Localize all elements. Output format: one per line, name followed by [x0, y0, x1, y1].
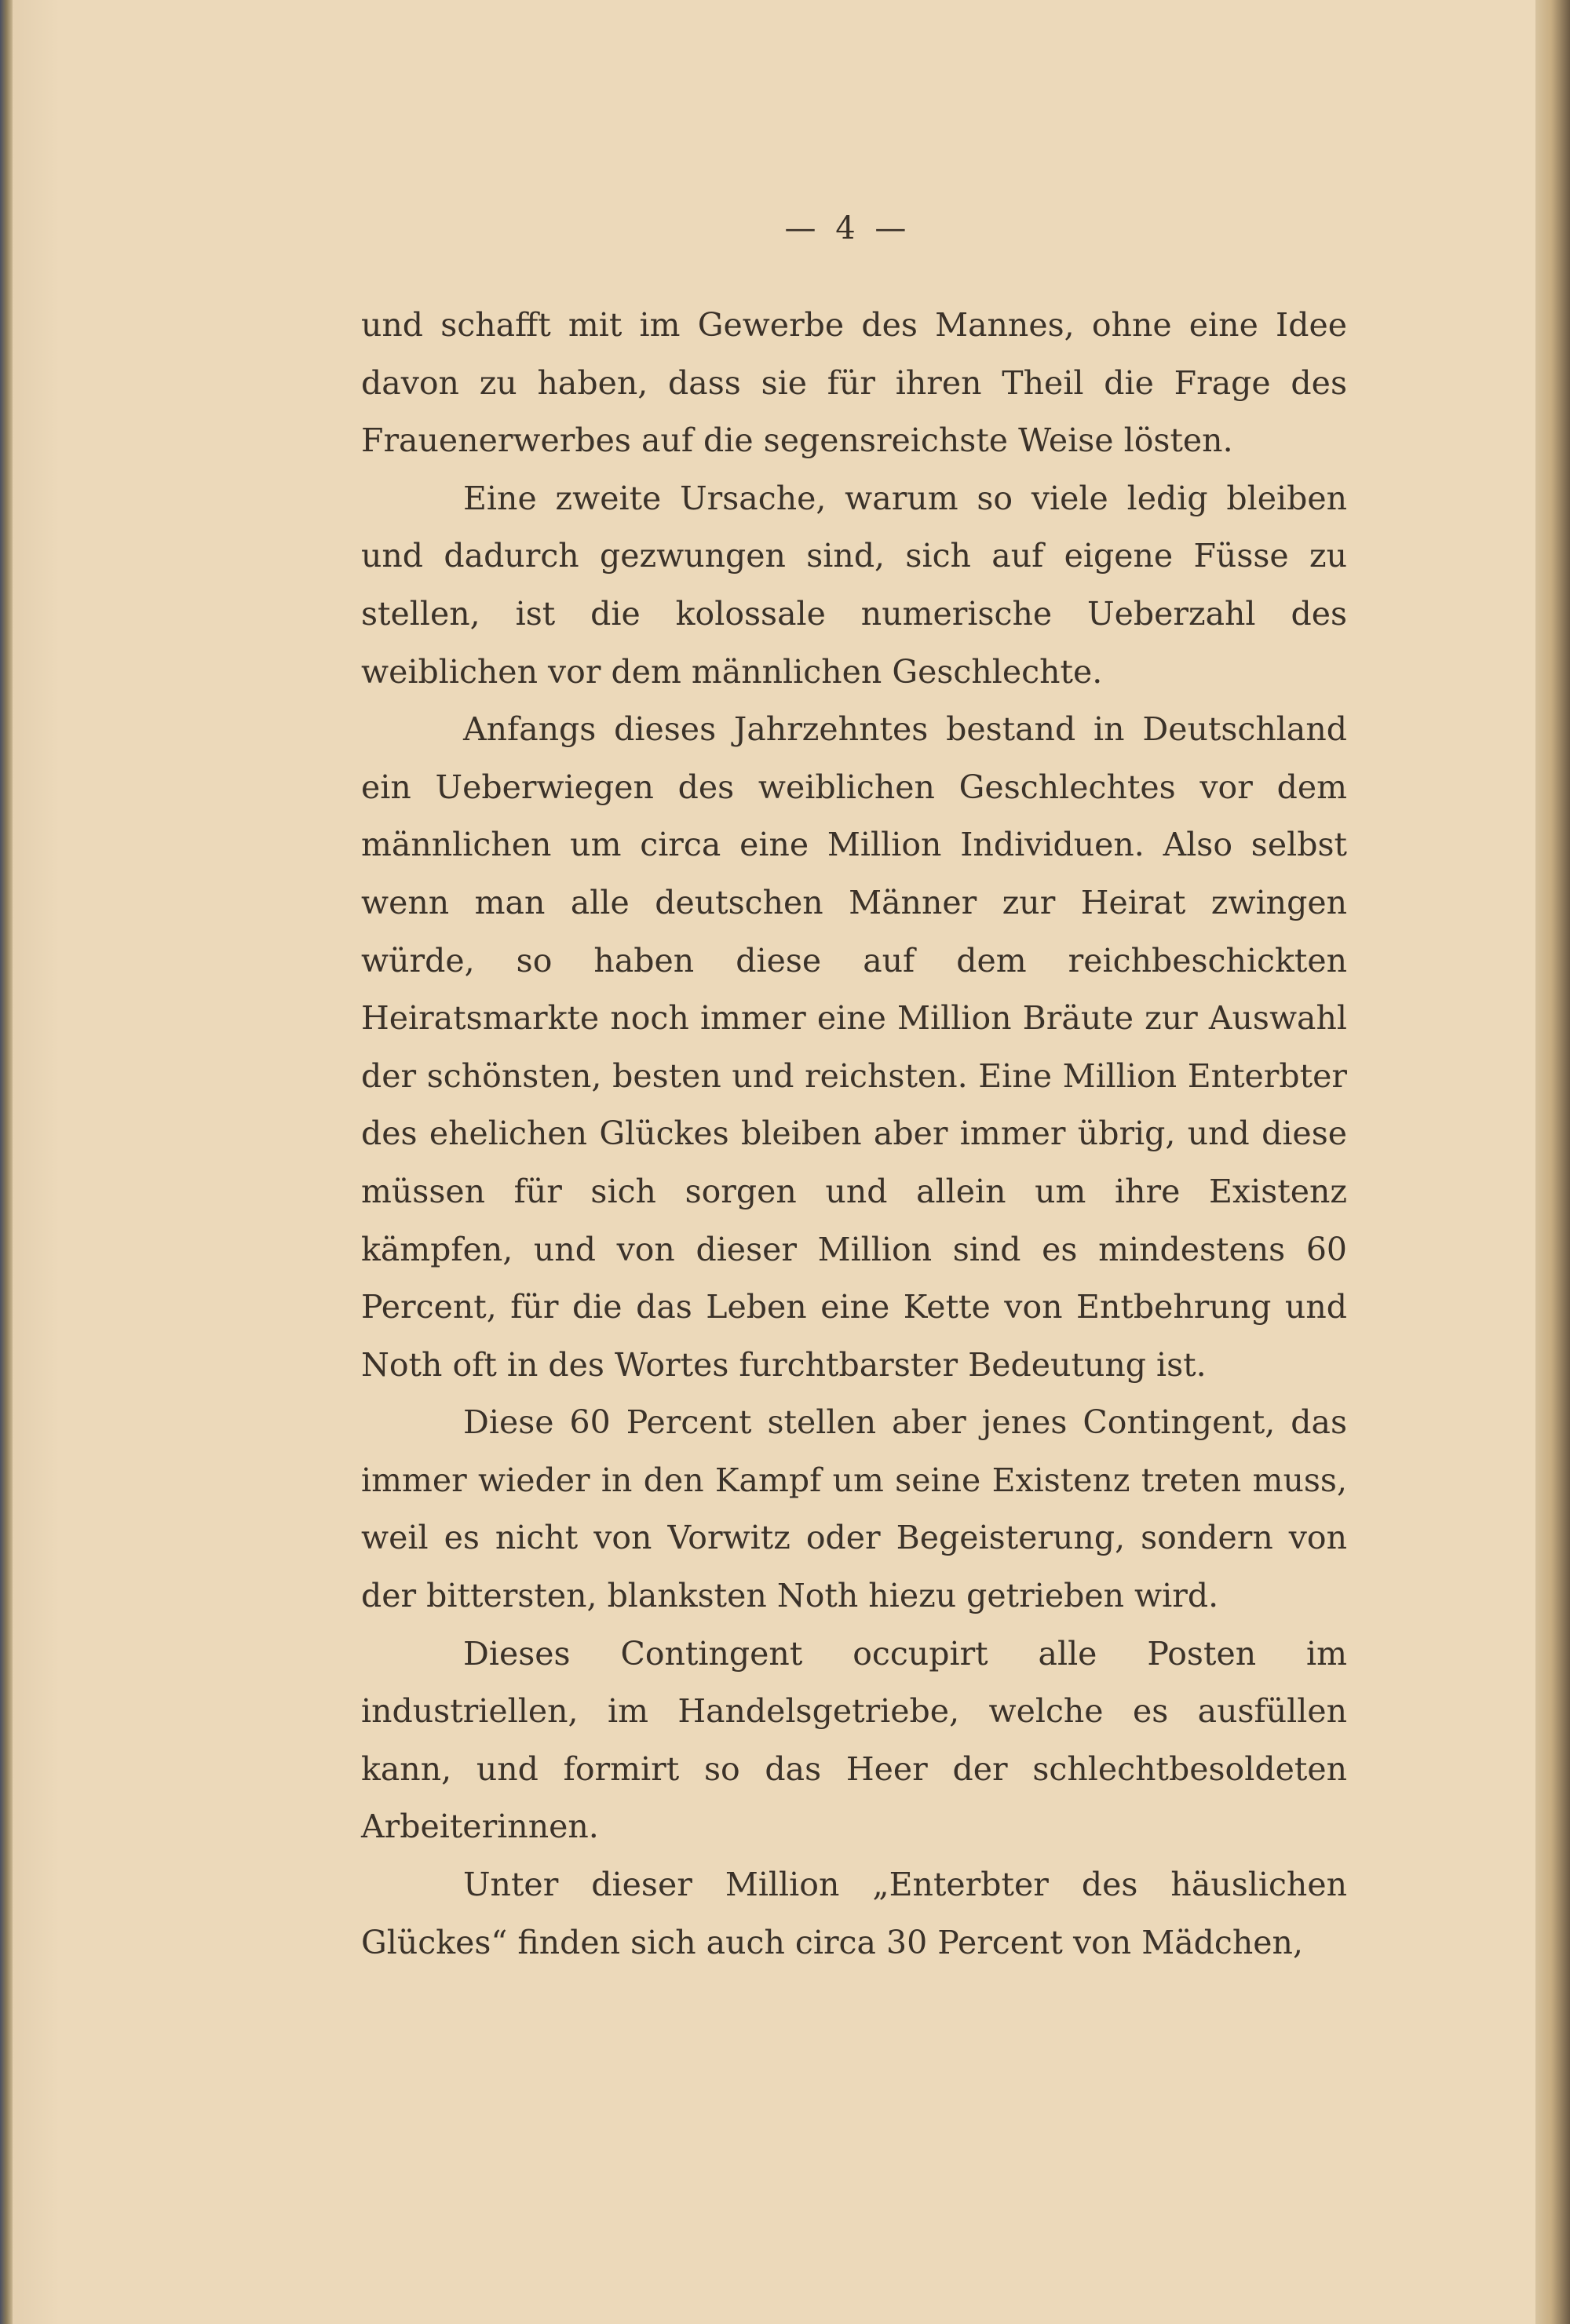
paragraph: Unter dieser Million „Enterbter des häuslichen Glückes“ finden sich auch circa 30 Percent von Mädchen,	[361, 1866, 1347, 1961]
body-text	[361, 297, 1347, 1972]
paragraph: und schafft mit im Gewerbe des Mannes, ohne eine Idee davon zu haben, dass sie für ihren Theil die Frage des Frauenerwerbes auf die segensreichste Weise lösten.	[361, 306, 1347, 460]
paragraph: Eine zweite Ursache, warum so viele ledig bleiben und dadurch gezwungen sind, sich auf eigene Füsse zu stellen, ist die kolossale numerische Ueberzahl des weiblichen vor dem männlichen Geschlechte.	[361, 479, 1347, 691]
paragraph: Anfangs dieses Jahrzehntes bestand in Deutschland ein Ueberwiegen des weiblichen Geschlechtes vor dem männlichen um circa eine Million Individuen. Also selbst wenn man alle deutschen Männer zur Heirat zwingen würde, so haben diese auf dem reichbeschickten Heiratsmarkte noch immer eine Million Bräute zur Auswahl der schönsten, besten und reichsten. Eine Million Enterbter des ehelichen Glückes bleiben aber immer übrig, und diese müssen für sich sorgen und allein um ihre Existenz kämpfen, und von dieser Million sind es mindestens 60 Percent, für die das Leben eine Kette von Entbehrung und Noth oft in des Wortes furchtbarster Bedeutung ist.	[361, 710, 1347, 1384]
binding-edge	[0, 0, 13, 2324]
paragraph: Dieses Contingent occupirt alle Posten im industriellen, im Handelsgetriebe, welche es ausfüllen kann, und formirt so das Heer der schlechtbesoldeten Arbeiterinnen.	[361, 1634, 1347, 1846]
paragraph: Diese 60 Percent stellen aber jenes Contingent, das immer wieder in den Kampf um seine Existenz treten muss, weil es nicht von Vorwitz oder Begeisterung, sondern von der bittersten, blanksten Noth hiezu getrieben wird.	[361, 1403, 1347, 1615]
page-stack-edge	[1535, 0, 1570, 2324]
page-number: — 4 —	[784, 210, 911, 246]
